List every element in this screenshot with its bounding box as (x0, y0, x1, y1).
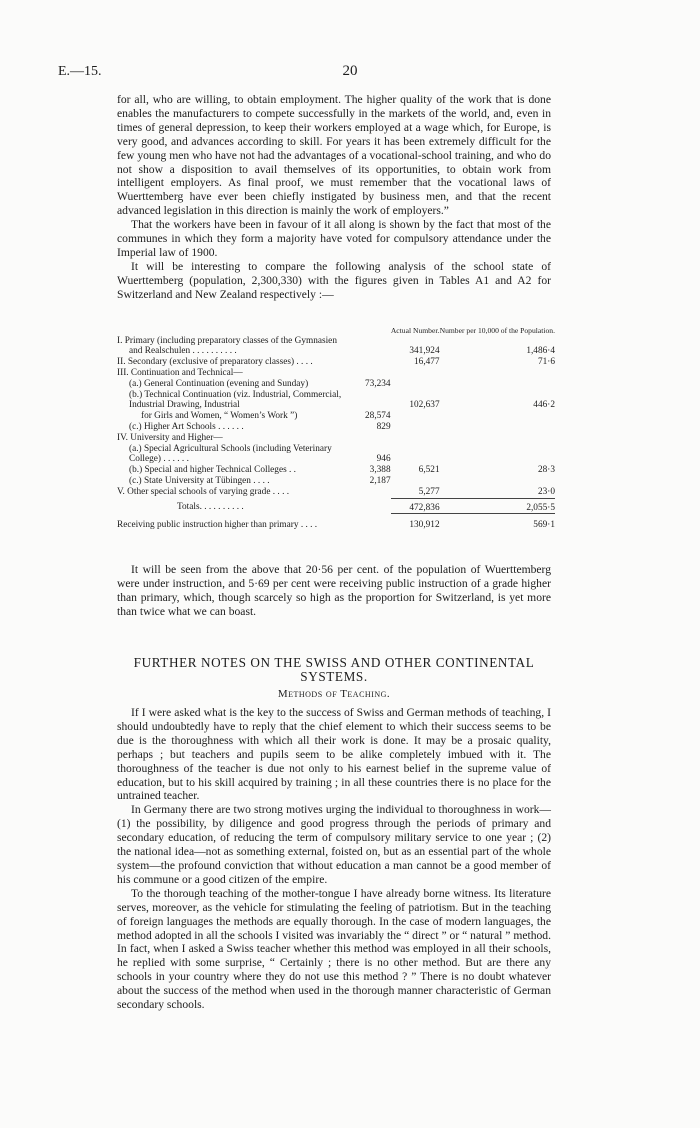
row-actual (391, 368, 440, 379)
receiving-label: Receiving public instruction higher than primary . . . . (117, 519, 318, 530)
section-heading: FURTHER NOTES ON THE SWISS AND OTHER CONTINENTAL SYSTEMS. (133, 655, 535, 684)
paragraph: If I were asked what is the key to the success of Swiss and German methods of teaching, I should undoubtedly have to reply that the chief element to which their success seems to be due is the thoroughness with which all their work is done. It may be a prosaic quality, perhaps ; but teachers and pupils seem to be alike completely imbued with it. The thoroughness of the teacher is due not only to his earnest belief in the supreme value of education, but to his skill acquired by training ; in all these countries there is no place for the untrained teacher. (117, 706, 551, 803)
row-per-10000 (440, 411, 555, 422)
totals-actual: 472,836 (391, 498, 440, 514)
subheading: Methods of Teaching. (277, 688, 391, 700)
row-subtotal (360, 433, 390, 444)
row-actual: 16,477 (414, 357, 440, 368)
table-row (117, 390, 555, 412)
row-actual: 5,277 (418, 486, 440, 497)
row-actual (391, 422, 440, 433)
row-label: (a.) Special Agricultural Schools (including Veterinary College) . . . . . . (129, 443, 332, 465)
paragraph: To the thorough teaching of the mother-tongue I have already borne witness. Its literature serves, moreover, as the vehicle for stimulating the feeling of patriotism. But in the teaching of foreign languages the methods are equally thorough. In the case of modern languages, the method adopted in all the schools I visited was invariably the “ direct ” or “ natural ” method. In fact, when I asked a Swiss teacher whether this method was employed in all their schools, he replied with some surprise, “ Certainly ; there is no other method. But are there any schools in your country where they do not use this method ? ” There is no doubt whatever about the success of the method when used in the thorough manner characteristic of German secondary schools. (117, 886, 551, 1012)
row-subtotal (360, 357, 390, 368)
table-row (117, 465, 555, 476)
table-row (117, 411, 555, 422)
body-text-after-table (117, 563, 551, 619)
table-header-row (117, 327, 555, 336)
receiving-per-10000: 569·1 (440, 514, 555, 531)
row-subtotal (360, 336, 390, 347)
row-actual (391, 411, 440, 422)
row-subtotal (360, 390, 390, 412)
row-label: and Realschulen . . . . . . . . . . (129, 346, 237, 357)
row-subtotal (360, 346, 390, 357)
row-per-10000: 23·0 (537, 486, 555, 497)
table-row (117, 346, 555, 357)
row-label: V. Other special schools of varying grade . . . . (117, 486, 290, 497)
row-label: IV. University and Higher— (117, 432, 223, 443)
row-subtotal: 73,234 (365, 378, 391, 389)
row-label: I. Primary (including preparatory classes of the Gymnasien (117, 335, 337, 346)
paragraph: In Germany there are two strong motives urging the individual to thoroughness in work—(1) the possibility, by diligence and good progress through the periods of primary and secondary education, of reducing the term of compulsory military service to one year ; (2) the national idea—not as something external, foisted on, but as an essential part of the whole system—the profound conviction that without education a man cannot be a good member of his commune or a good citizen of the empire. (117, 803, 551, 886)
row-subtotal: 946 (376, 454, 391, 465)
totals-row (117, 498, 555, 514)
table-row (117, 422, 555, 433)
row-actual (391, 444, 440, 466)
row-label: (c.) Higher Art Schools . . . . . . (129, 421, 244, 432)
row-per-10000 (440, 336, 555, 347)
row-actual: 6,521 (418, 465, 440, 476)
column-header-actual: Actual Number. (390, 326, 440, 335)
row-per-10000: 28·3 (537, 465, 555, 476)
row-subtotal: 2,187 (369, 475, 391, 486)
school-statistics-table (117, 327, 555, 531)
totals-label: Totals. . . . . . . . . . (177, 502, 244, 513)
table-row (117, 444, 555, 466)
row-per-10000 (440, 422, 555, 433)
body-text-top (117, 93, 551, 302)
paragraph: That the workers have been in favour of it all along is shown by the fact that most of the communes in which they form a majority have voted for compulsory attendance under the Imperial law of 1900. (117, 218, 551, 259)
page-number: 20 (342, 63, 358, 79)
row-per-10000: 71·6 (537, 357, 555, 368)
row-subtotal (360, 368, 390, 379)
row-actual (391, 476, 440, 487)
row-per-10000 (440, 379, 555, 390)
table-row (117, 336, 555, 347)
table-row (117, 487, 555, 498)
row-per-10000 (440, 368, 555, 379)
paragraph: It will be interesting to compare the following analysis of the school state of Wuerttemberg (population, 2,300,330) with the figures given in Tables A1 and A2 for Switzerland and New Zealand respectively :— (117, 259, 551, 301)
row-actual: 102,637 (409, 400, 440, 411)
row-per-10000: 1,486·4 (526, 346, 555, 357)
row-per-10000: 446·2 (533, 400, 555, 411)
row-subtotal (360, 487, 390, 498)
row-label: (c.) State University at Tübingen . . . . (129, 475, 270, 486)
row-label: for Girls and Women, “ Women’s Work ”) (141, 411, 298, 422)
body-text-bottom (117, 706, 551, 1012)
table-row (117, 433, 555, 444)
row-label: (b.) Technical Continuation (viz. Industrial, Commercial, Industrial Drawing, Industrial (129, 389, 342, 411)
receiving-actual: 130,912 (391, 514, 440, 531)
table-row (117, 368, 555, 379)
report-code: E.—15. (58, 64, 102, 79)
row-label: (b.) Special and higher Technical Colleges . . (129, 465, 296, 476)
receiving-row (117, 514, 555, 531)
row-subtotal: 3,388 (369, 465, 391, 476)
row-per-10000 (440, 433, 555, 444)
row-per-10000 (440, 476, 555, 487)
row-actual (391, 379, 440, 390)
column-header-per-10000: Number per 10,000 of the Population. (439, 326, 555, 335)
row-subtotal: 28,574 (365, 411, 391, 422)
row-actual: 341,924 (409, 346, 440, 357)
row-subtotal: 829 (376, 421, 391, 432)
table-row (117, 476, 555, 487)
paragraph: It will be seen from the above that 20·56 per cent. of the population of Wuerttemberg were under instruction, and 5·69 per cent were receiving public instruction of a grade higher than primary, which, though scarcely so high as the proportion for Switzerland, is yet more than twice what we can boast. (117, 563, 551, 618)
row-label: II. Secondary (exclusive of preparatory classes) . . . . (117, 357, 313, 368)
row-label: III. Continuation and Technical— (117, 367, 243, 378)
table-row (117, 357, 555, 368)
totals-per-10000: 2,055·5 (440, 498, 555, 514)
row-label: (a.) General Continuation (evening and Sunday) (129, 378, 309, 389)
table-row (117, 379, 555, 390)
row-per-10000 (440, 444, 555, 466)
row-actual (391, 336, 440, 347)
row-actual (391, 433, 440, 444)
paragraph: for all, who are willing, to obtain employment. The higher quality of the work that is done enables the manufacturers to compete successfully in the markets of the world, and, even in times of general depression, to keep their workers employed at a wage which, for Europe, is very good, and advances according to skill. For years it has been extremely difficult for the few young men who have not had the advantages of a vocational-school training, and who do not show a disposition to avail themselves of its opportunities, to obtain work from intelligent employers. As final proof, we must remember that the vocational laws of Wuerttemberg have ever been chiefly instigated by business men, and that the recent advanced legislation in this direction is mainly the work of employers.” (117, 93, 551, 218)
